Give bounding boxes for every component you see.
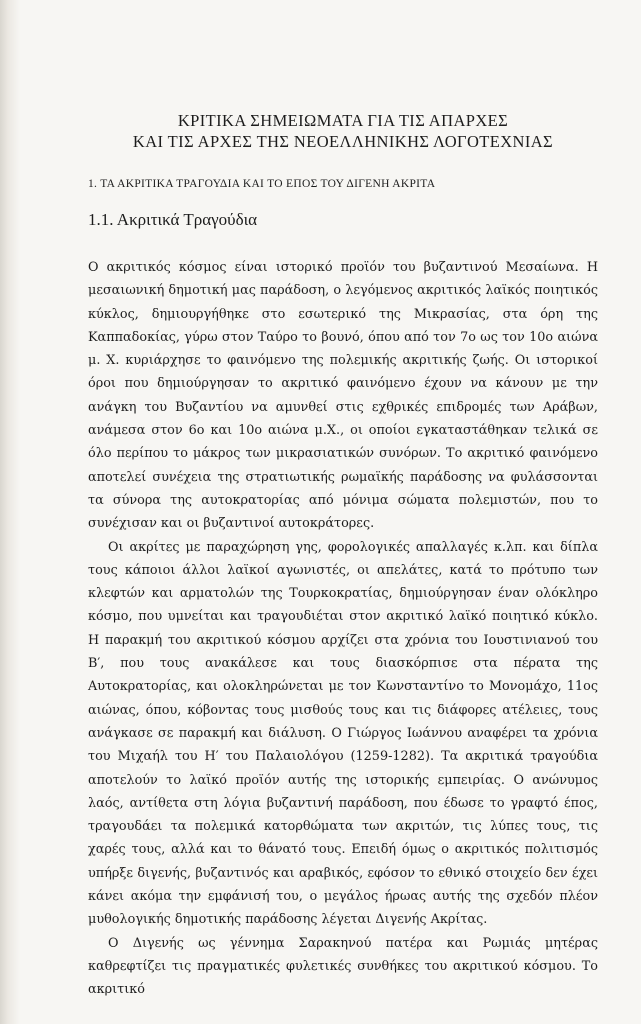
- section-heading: 1. ΤΑ ΑΚΡΙΤΙΚΑ ΤΡΑΓΟΥΔΙΑ ΚΑΙ ΤΟ ΕΠΟΣ ΤΟΥ ΔΙΓΕΝΗ ΑΚΡΙΤΑ: [88, 178, 436, 190]
- paragraph-1: Ο ακριτικός κόσμος είναι ιστορικό προϊόν του βυζαντινού Μεσαίωνα. Η μεσαιωνική δημοτική μας παράδοση, ο λεγόμενος ακριτικός λαϊκός ποιητικός κύκλος, δημιουργήθηκε στο εσωτερικό της Μικρασίας, στα όρη της Καππαδοκίας, γύρω στον Ταύρο το βουνό, όπου από τον 7ο ως τον 10ο αιώνα μ. Χ. κυριάρχησε το φαινόμενο της πολεμικής ακριτικής ζωής. Οι ιστορικοί όροι που δημιούργησαν το ακριτικό φαινόμενο έχουν να κάνουν με την ανάγκη του Βυζαντίου να αμυνθεί στις εχθρικές επιδρομές των Αράβων, ανάμεσα στον 6ο και 10ο αιώνα μ.Χ., οι οποίοι εγκαταστάθηκαν τελικά σε όλο περίπου το μάκρος των μικρασιατικών συνόρων. Το ακριτικό φαινόμενο αποτελεί συνέχεια της στρατιωτικής ρωμαϊκής παράδοσης να φυλάσσονται τα σύνορα της αυτοκρατορίας από μόνιμα σώματα πολεμιστών, που το συνέχισαν και οι βυζαντινοί αυτοκράτορες.: [88, 260, 598, 532]
- paragraph-3: Ο Διγενής ως γέννημα Σαρακηνού πατέρα και Ρωμιάς μητέρας καθρεφτίζει τις πραγματικές φυλετικές συνθήκες του ακριτικού κόσμου. Το ακριτικό: [88, 935, 598, 998]
- chapter-title: [88, 110, 598, 152]
- body-text: [88, 256, 598, 1002]
- page-shadow: [0, 0, 20, 1024]
- subsection-heading: 1.1. Ακριτικά Τραγούδια: [88, 210, 258, 229]
- chapter-title-line-1: ΚΡΙΤΙΚΑ ΣΗΜΕΙΩΜΑΤΑ ΓΙΑ ΤΙΣ ΑΠΑΡΧΕΣ: [177, 111, 509, 130]
- paragraph-2: Οι ακρίτες με παραχώρηση γης, φορολογικές απαλλαγές κ.λπ. και δίπλα τους κάποιοι άλλοι λαϊκοί αγωνιστές, οι απελάτες, κατά το πρότυπο των κλεφτών και αρματολών της Τουρκοκρατίας, δημιούργησαν έναν ολόκληρο κόσμο, που υμνείται και τραγουδιέται στον ακριτικό λαϊκό ποιητικό κύκλο. Η παρακμή του ακριτικού κόσμου αρχίζει στα χρόνια του Ιουστινιανού του Β′, που τους ανακάλεσε και τους διασκόρπισε στα πέρατα της Αυτοκρατορίας, και ολοκληρώνεται με τον Κωνσταντίνο το Μονομάχο, 11ος αιώνας, όπου, κόβοντας τους μισθούς τους και τις διάφορες ατέλειες, τους ανάγκασε σε παρακμή και διάλυση. Ο Γιώργος Ιωάννου αναφέρει τα χρόνια του Μιχαήλ του Η′ του Παλαιολόγου (1259-1282). Τα ακριτικά τραγούδια αποτελούν το λαϊκό προϊόν αυτής της ιστορικής εμπειρίας. Ο ανώνυμος λαός, αντίθετα στη λόγια βυζαντινή παράδοση, που έδωσε το γραφτό έπος, τραγουδάει τα πολεμικά κατορθώματα των ακριτών, τις λύπες τους, τις χαρές τους, αλλά και το θάνατό τους. Επειδή όμως ο ακριτικός πολιτισμός υπήρξε διγενής, βυζαντινός και αραβικός, εφόσον το εθνικό στοιχείο δεν έχει κάνει ακόμα την εμφάνισή του, ο μεγάλος ήρωας αυτής της σχεδόν πλέον μυθολογικής δημοτικής παράδοσης λέγεται Διγενής Ακρίτας.: [88, 539, 598, 928]
- book-page: [88, 110, 598, 1002]
- chapter-title-line-2: ΚΑΙ ΤΙΣ ΑΡΧΕΣ ΤΗΣ ΝΕΟΕΛΛΗΝΙΚΗΣ ΛΟΓΟΤΕΧΝΙΑΣ: [132, 132, 554, 151]
